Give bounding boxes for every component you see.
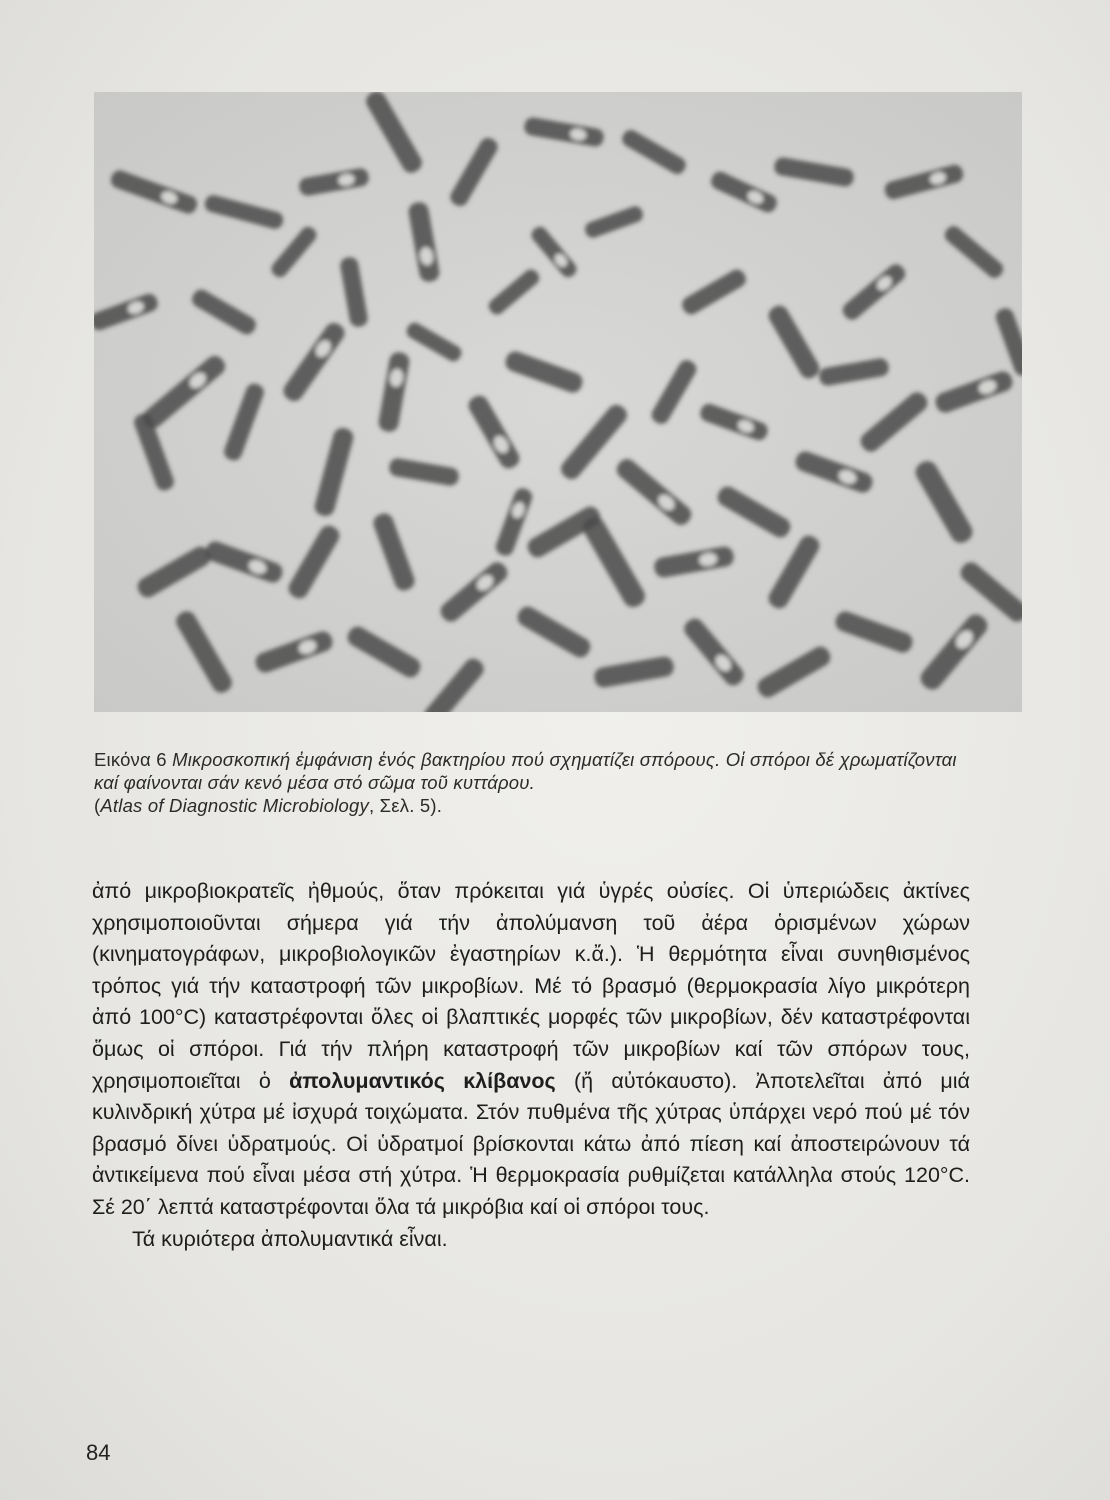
page-number: 84	[86, 1440, 111, 1465]
paragraph-2: Τά κυριότερα ἀπολυμαντικά εἶναι.	[132, 1226, 448, 1251]
caption-source-open: (	[94, 795, 101, 816]
paragraph-1-end: (ἤ αὐτόκαυστο). Ἀποτελεῖται ἀπό μιά κυλινδρική χύτρα μέ ἰσχυρά τοιχώματα. Στόν πυθμένα τῆς χύτρας ὑπάρχει νερό πού μέ τόν βρασμό δίνει ὑδρατμούς. Οἱ ὑδρατμοί βρίσκονται κάτω ἀπό πίεση καί ἀποστειρώνουν τά ἀντικείμενα πού εἶναι μέσα στή χύτρα. Ἡ θερμοκρασία ρυθμίζεται κατάλληλα στούς 120°C. Σέ 20΄ λεπτά καταστρέφονται ὅλα τά μικρόβια καί οἱ σπόροι τους.	[92, 1068, 970, 1219]
caption-source-title: Atlas of Diagnostic Microbiology	[100, 795, 369, 816]
caption-label: Εικόνα 6	[94, 749, 167, 770]
caption-text: Μικροσκοπική ἐμφάνιση ἑνός βακτηρίου πού σχηματίζει σπόρους. Οἱ σπόροι δέ χρωματίζονται καί φαίνονται σάν κενό μέσα στό σῶμα τοῦ κυττάρου.	[94, 749, 957, 793]
body-text	[92, 876, 970, 1255]
micrograph-svg	[94, 92, 1022, 712]
autoclave-term: ἀπολυμαντικός κλίβανος	[289, 1068, 556, 1093]
figure-caption	[94, 748, 974, 817]
paragraph-1-start: ἀπό μικροβιοκρατεῖς ἠθμούς, ὅταν πρόκειται γιά ὑγρές οὐσίες. Οἱ ὑπεριώδεις ἀκτίνες χρησιμοποιοῦνται σήμερα γιά τήν ἀπολύμανση τοῦ ἀέρα ὁρισμένων χώρων (κινηματογράφων, μικροβιολογικῶν ἐγαστηρίων κ.ἄ.). Ἡ θερμότητα εἶναι συνηθισμένος τρόπος γιά τήν καταστροφή τῶν μικροβίων. Μέ τό βρασμό (θερμοκρασία λίγο μικρότερη ἀπό 100°C) καταστρέφονται ὅλες οἱ βλαπτικές μορφές τῶν μικροβίων, δέν καταστρέφονται ὅμως οἱ σπόροι. Γιά τήν πλήρη καταστροφή τῶν μικροβίων καί τῶν σπόρων τους, χρησιμοποιεῖται ὁ	[92, 879, 970, 1093]
paragraph-1	[92, 876, 970, 1224]
caption-source-rest: , Σελ. 5).	[368, 795, 443, 816]
bacteria-micrograph-image	[94, 92, 1022, 712]
